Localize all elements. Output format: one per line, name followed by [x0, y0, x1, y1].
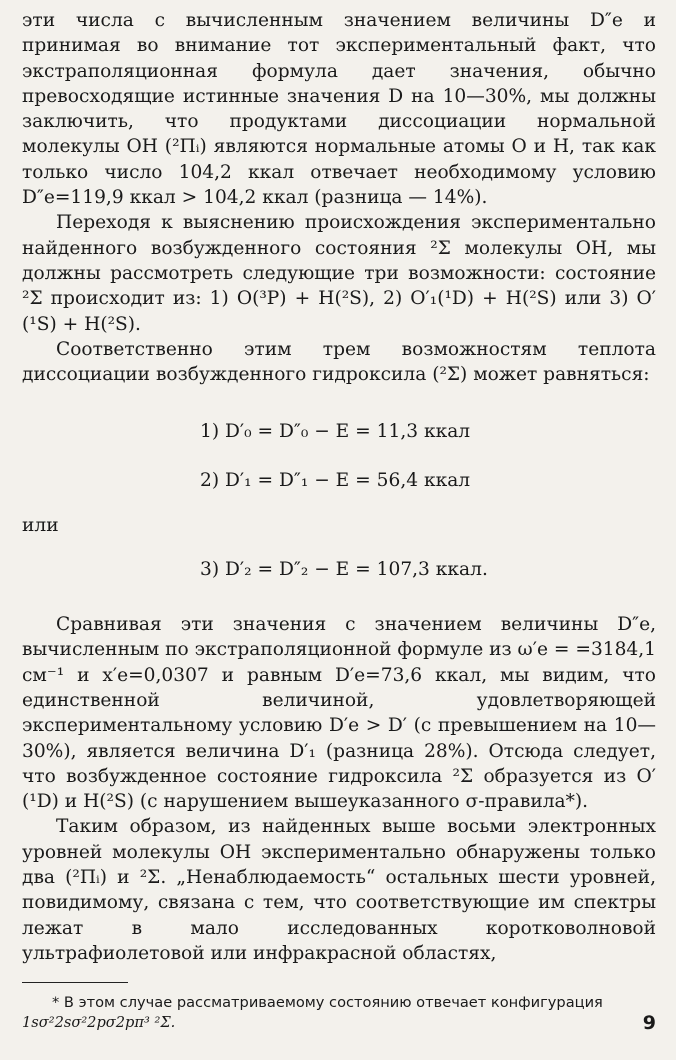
- or-word: или: [22, 515, 59, 537]
- paragraph-dissociation-heat: Соответственно этим трем возможностям теплота диссоциации возбужденного гидроксила (²Σ) может равняться:: [22, 338, 656, 386]
- paragraph-excited-state-origin: Переходя к выяснению происхождения экспериментально найденного возбужденного состояния ²Σ молекулы OH, мы должны рассмотреть следующие три возможности: состояние ²Σ происходит из: 1) O(³P) + H(²S), 2) O′₁(¹D) + H(²S) или 3) O′(¹S) + H(²S).: [22, 212, 656, 335]
- footnote-configuration: 1sσ²2sσ²2pσ2pπ³ ²Σ.: [22, 1014, 176, 1032]
- paragraph-comparison: Сравнивая эти значения с значением величины D″e, вычисленным по экстраполяционной формуле из ω′e = =3184,1 см⁻¹ и x′e=0,0307 и равным D′e=73,6 ккал, мы видим, что единственной величиной, удовлетворяющей экспериментальному условию D′e > D′ (с превышением на 10—30%), является величина D′₁ (разница 28%). Отсюда следует, что возбужденное состояние гидроксила ²Σ образуется из O′(¹D) и H(²S) (с нарушением вышеуказанного σ-правила*).: [22, 614, 656, 813]
- paragraph-dissociation-products: эти числа с вычисленным значением величины D″e и принимая во внимание тот экспериментальный факт, что экстраполяционная формула дает значения, обычно превосходящие истинные значения D на 10—30%, мы должны заключить, что продуктами диссоциации нормальной молекулы OH (²Πᵢ) являются нормальные атомы O и H, так как только число 104,2 ккал отвечает необходимому условию D″e=119,9 ккал > 104,2 ккал (разница — 14%).: [22, 10, 656, 209]
- footnote-divider: [22, 982, 128, 983]
- page-number: 9: [642, 1012, 656, 1034]
- footnote-text: * В этом случае рассматриваемому состоянию отвечает конфигурация: [52, 994, 603, 1012]
- equation-2: 2) D′₁ = D″₁ − E = 56,4 ккал: [200, 470, 471, 492]
- equation-3: 3) D′₂ = D″₂ − E = 107,3 ккал.: [200, 559, 488, 581]
- equation-1: 1) D′₀ = D″₀ − E = 11,3 ккал: [200, 421, 471, 443]
- paragraph-conclusion: Таким образом, из найденных выше восьми электронных уровней молекулы OH экспериментально обнаружены только два (²Πᵢ) и ²Σ. „Ненаблюдаемость“ остальных шести уровней, повидимому, связана с тем, что соответствующие им спектры лежат в мало исследованных коротковолновой ультрафиолетовой или инфракрасной областях,: [22, 816, 656, 964]
